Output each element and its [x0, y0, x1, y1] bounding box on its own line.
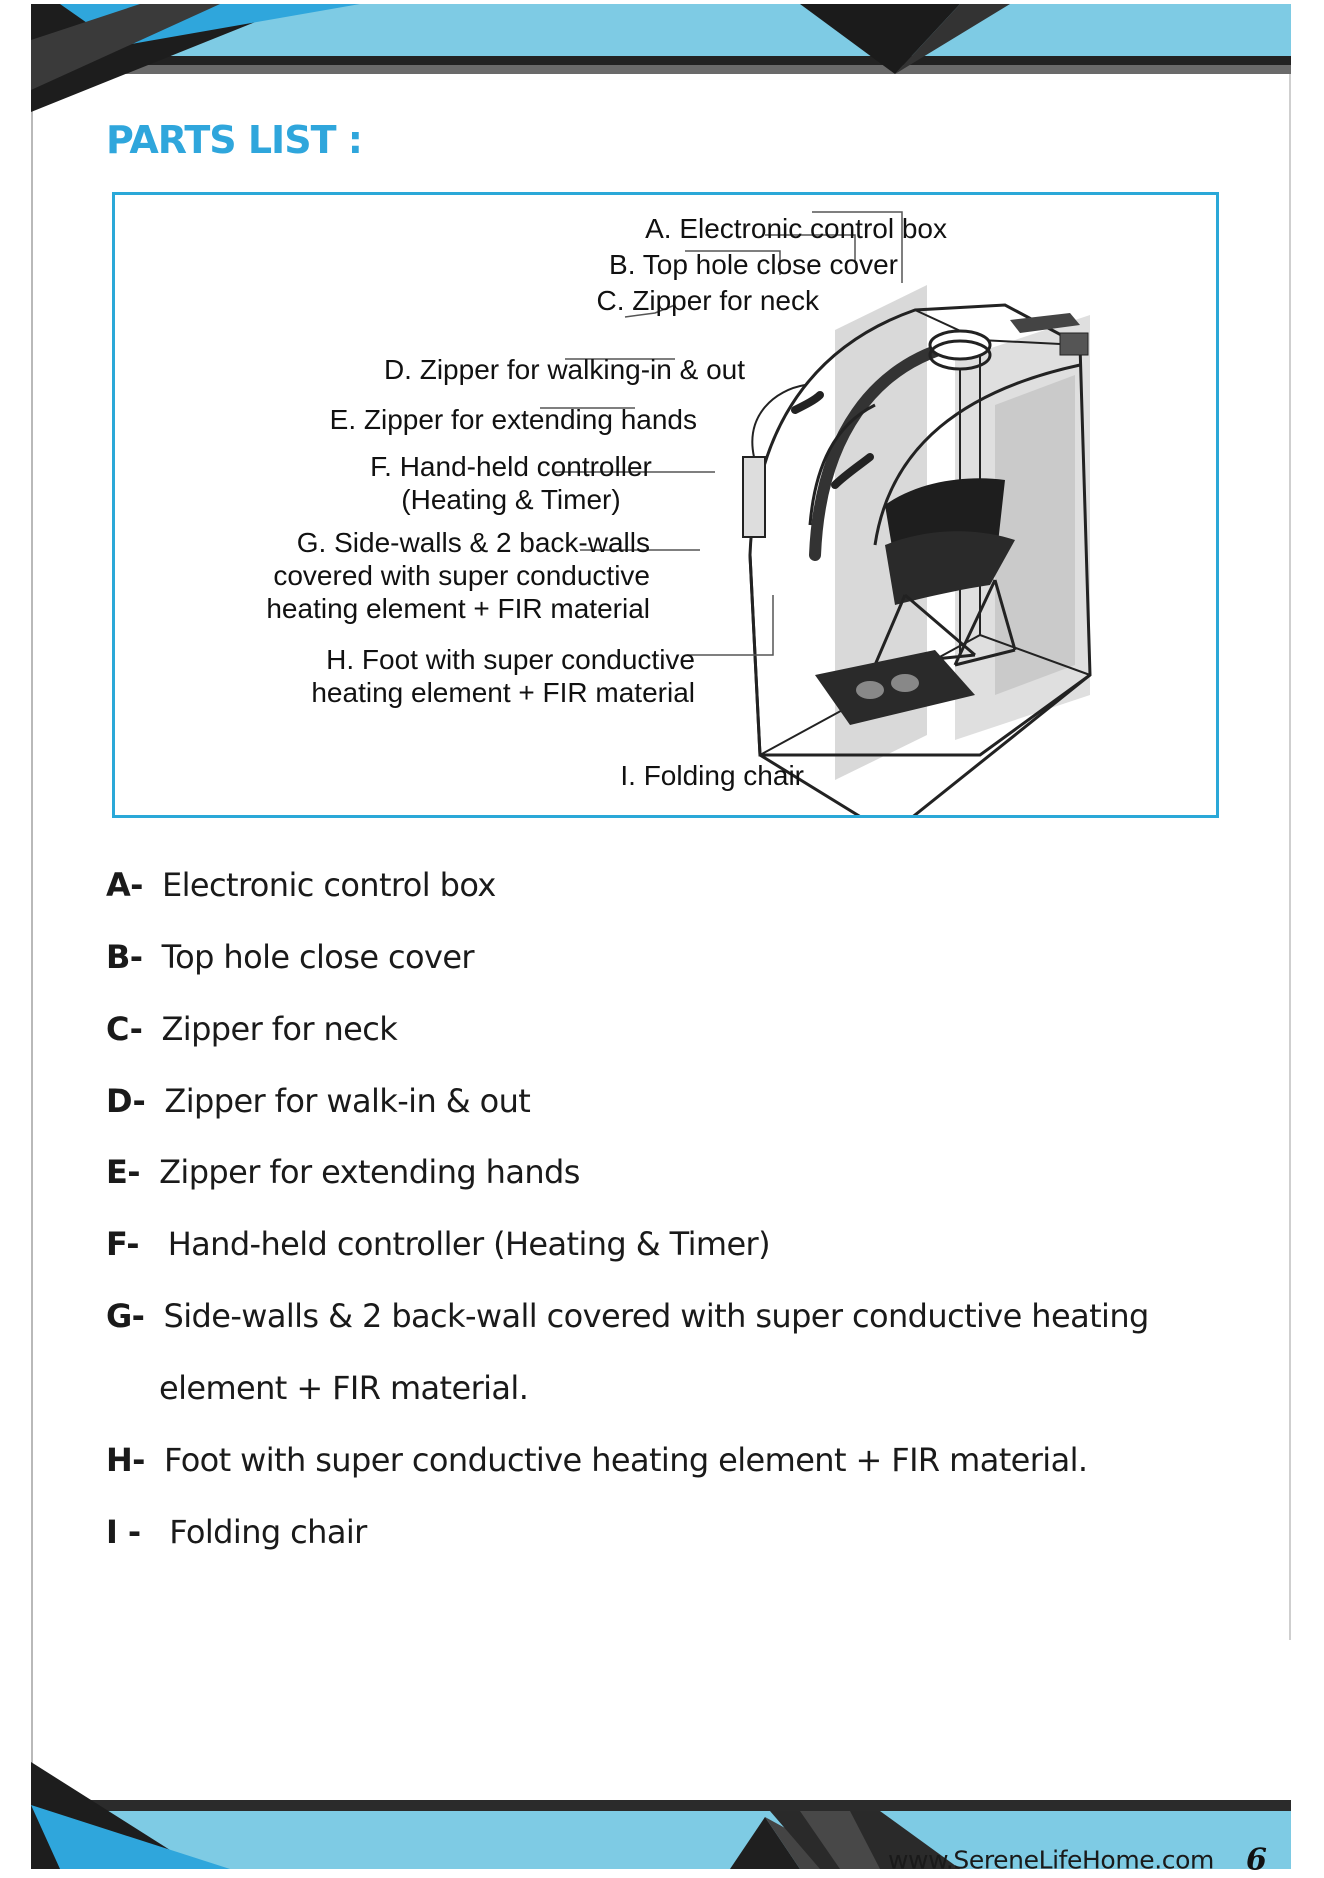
part-item-e — [106, 1153, 580, 1191]
parts-diagram — [112, 192, 1219, 818]
part-item-d — [106, 1082, 530, 1120]
part-letter: D- — [106, 1082, 146, 1120]
part-item-a — [106, 866, 496, 904]
part-text: Foot with super conductive heating element + FIR material. — [164, 1441, 1088, 1479]
callout-f-line1: F. Hand-held controller — [370, 451, 652, 482]
part-text: Side-walls & 2 back-wall covered with super conductive heating — [163, 1297, 1149, 1335]
page-title: PARTS LIST : — [106, 118, 362, 162]
callout-f-line2: (Heating & Timer) — [401, 484, 621, 515]
part-item-c — [106, 1010, 397, 1048]
part-text: Top hole close cover — [161, 938, 474, 976]
part-letter: H- — [106, 1441, 145, 1479]
callout-h-line1: H. Foot with super conductive — [326, 644, 695, 675]
callout-a: A. Electronic control box — [645, 213, 947, 244]
part-text: Electronic control box — [162, 866, 496, 904]
callout-e: E. Zipper for extending hands — [329, 404, 697, 435]
page-left-edge — [31, 0, 33, 1872]
callout-d: D. Zipper for walking-in & out — [383, 354, 745, 385]
part-letter: E- — [106, 1153, 140, 1191]
part-text: Folding chair — [169, 1513, 367, 1551]
part-letter: F- — [106, 1225, 139, 1263]
part-item-g — [106, 1297, 1149, 1335]
callout-g-line3: heating element + FIR material — [266, 593, 650, 624]
callout-g-line2: covered with super conductive — [273, 560, 650, 591]
part-text: Zipper for walk-in & out — [164, 1082, 531, 1120]
part-text: Zipper for extending hands — [159, 1153, 580, 1191]
page-right-edge — [1289, 0, 1291, 1640]
callout-g-line1: G. Side-walls & 2 back-walls — [296, 527, 650, 558]
part-text: Zipper for neck — [161, 1010, 398, 1048]
part-item-i — [106, 1513, 367, 1551]
part-letter: C- — [106, 1010, 143, 1048]
callout-h-line2: heating element + FIR material — [311, 677, 695, 708]
callout-c: C. Zipper for neck — [596, 285, 819, 316]
part-text: Hand-held controller (Heating & Timer) — [167, 1225, 770, 1263]
page-number: 6 — [1246, 1842, 1267, 1878]
part-letter: A- — [106, 866, 143, 904]
part-item-f — [106, 1225, 770, 1263]
callout-b: B. Top hole close cover — [609, 249, 898, 280]
footer-website[interactable]: www.SereneLifeHome.com — [888, 1845, 1215, 1875]
part-item-b — [106, 938, 474, 976]
header-decorative-band — [0, 0, 1324, 120]
part-letter: G- — [106, 1297, 145, 1335]
part-item-h — [106, 1441, 1087, 1479]
callout-i: I. Folding chair — [620, 760, 804, 791]
part-letter: I - — [106, 1513, 141, 1551]
part-item-g-continuation: element + FIR material. — [159, 1369, 529, 1407]
part-letter: B- — [106, 938, 143, 976]
